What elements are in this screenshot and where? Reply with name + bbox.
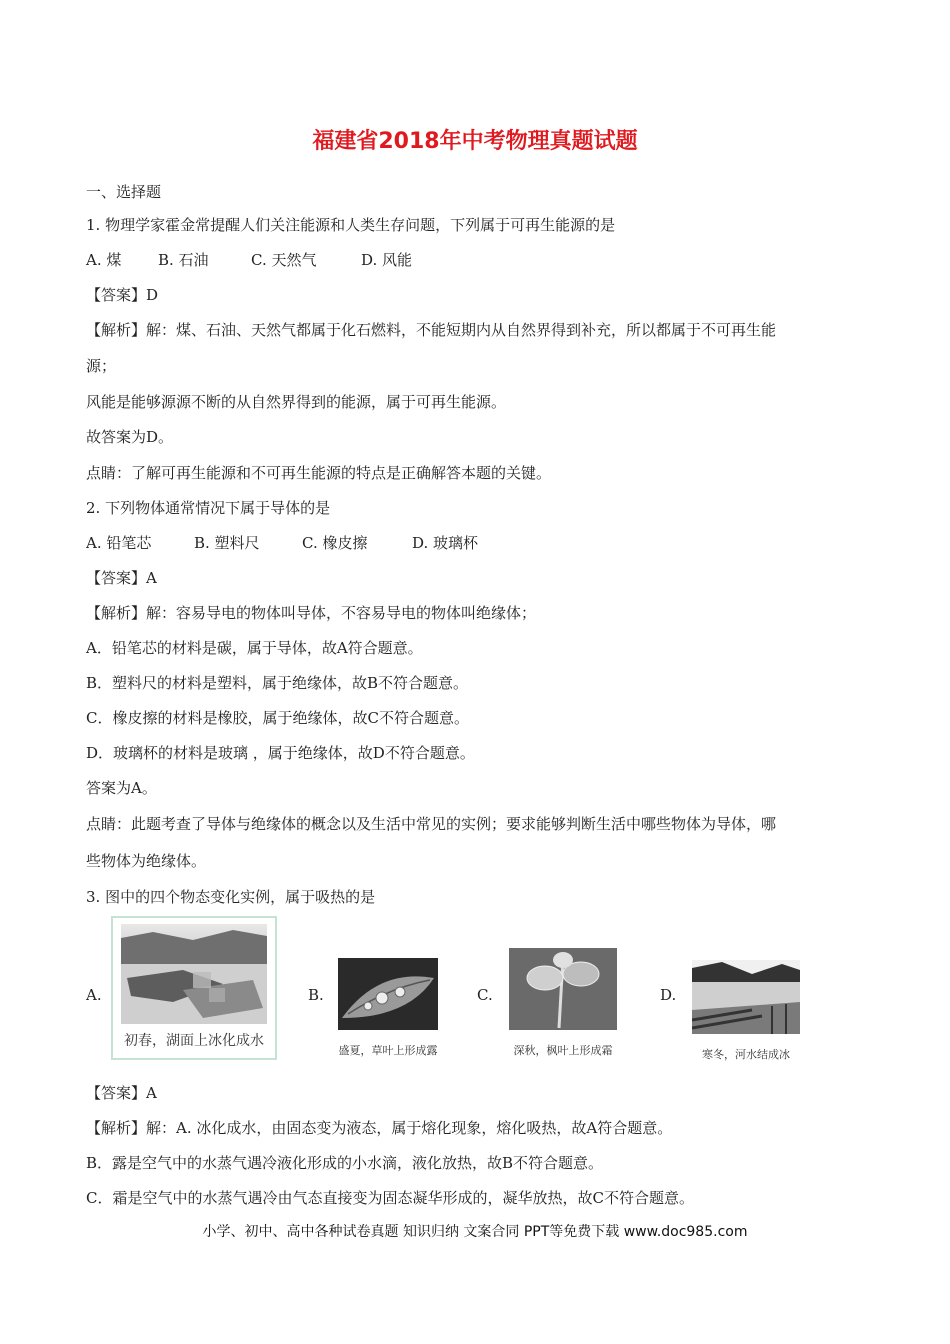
q1-option-b: B. 石油	[158, 251, 209, 269]
q2-analysis-c: C．橡皮擦的材料是橡胶，属于绝缘体，故C不符合题意。	[86, 709, 469, 727]
q3-analysis-a: 【解析】解：A. 冰化成水，由固态变为液态，属于熔化现象，熔化吸热，故A符合题意。	[86, 1119, 673, 1137]
figure-c-label: C.	[477, 986, 493, 1004]
q2-conclusion: 答案为A。	[86, 779, 157, 797]
q1-stem: 1. 物理学家霍金常提醒人们关注能源和人类生存问题，下列属于可再生能源的是	[86, 216, 616, 234]
figure-a-caption: 初春，湖面上冰化成水	[124, 1033, 264, 1049]
q2-answer: 【答案】A	[86, 569, 157, 587]
q2-tip-cont: 些物体为绝缘体。	[86, 852, 207, 870]
q1-options	[86, 250, 412, 270]
q2-option-b: B. 塑料尺	[194, 534, 260, 552]
q2-analysis-a: A．铅笔芯的材料是碳，属于导体，故A符合题意。	[86, 639, 423, 657]
q2-option-c: C. 橡皮擦	[302, 534, 368, 552]
q3-analysis-b: B．露是空气中的水蒸气遇冷液化形成的小水滴，液化放热，故B不符合题意。	[86, 1154, 604, 1172]
q1-analysis: 【解析】解：煤、石油、天然气都属于化石燃料，不能短期内从自然界得到补充，所以都属于不可再生能	[86, 321, 777, 339]
figure-d-caption: 寒冬，河水结成冰	[702, 1048, 790, 1061]
q2-analysis-d: D．玻璃杯的材料是玻璃 ，属于绝缘体，故D不符合题意。	[86, 744, 475, 762]
q2-option-a: A. 铅笔芯	[86, 534, 152, 552]
figure-b-caption: 盛夏，草叶上形成露	[338, 1044, 438, 1057]
q1-option-c: C. 天然气	[251, 251, 317, 269]
q3-figure-row	[86, 916, 866, 1062]
q3-analysis-c: C．霜是空气中的水蒸气遇冷由气态直接变为固态凝华形成的，凝华放热，故C不符合题意。	[86, 1189, 694, 1207]
q2-options	[86, 533, 478, 553]
q1-option-d: D. 风能	[361, 251, 413, 269]
q2-analysis-b: B．塑料尺的材料是塑料，属于绝缘体，故B不符合题意。	[86, 674, 469, 692]
dew-leaf-photo	[338, 958, 438, 1030]
document-title: 福建省2018年中考物理真题试题	[312, 129, 638, 154]
ice-melting-photo	[111, 916, 277, 1060]
q1-conclusion: 故答案为D。	[86, 428, 174, 446]
section-heading: 一、选择题	[86, 183, 162, 201]
q3-answer: 【答案】A	[86, 1084, 157, 1102]
q1-option-a: A. 煤	[86, 251, 122, 269]
q2-analysis: 【解析】解：容易导电的物体叫导体，不容易导电的物体叫绝缘体；	[86, 604, 537, 622]
q2-option-d: D. 玻璃杯	[412, 534, 479, 552]
q1-answer: 【答案】D	[86, 286, 159, 304]
figure-d-label: D.	[660, 986, 677, 1004]
q1-analysis-line: 风能是能够源源不断的从自然界得到的能源，属于可再生能源。	[86, 393, 507, 411]
q1-analysis-cont: 源；	[86, 357, 117, 375]
q2-tip: 点睛：此题考查了导体与绝缘体的概念以及生活中常见的实例；要求能够判断生活中哪些物体为导体，哪	[86, 815, 777, 833]
figure-b-label: B.	[308, 986, 324, 1004]
q3-stem: 3. 图中的四个物态变化实例，属于吸热的是	[86, 888, 376, 906]
frost-leaf-photo	[509, 948, 617, 1030]
figure-c-caption: 深秋，枫叶上形成霜	[513, 1044, 613, 1057]
figure-a-label: A.	[86, 986, 102, 1004]
page-footer: 小学、初中、高中各种试卷真题 知识归纳 文案合同 PPT等免费下载 www.doc985.com	[202, 1224, 748, 1240]
q1-tip: 点睛：了解可再生能源和不可再生能源的特点是正确解答本题的关键。	[86, 464, 552, 482]
q2-stem: 2. 下列物体通常情况下属于导体的是	[86, 499, 331, 517]
frozen-river-photo	[692, 960, 800, 1034]
